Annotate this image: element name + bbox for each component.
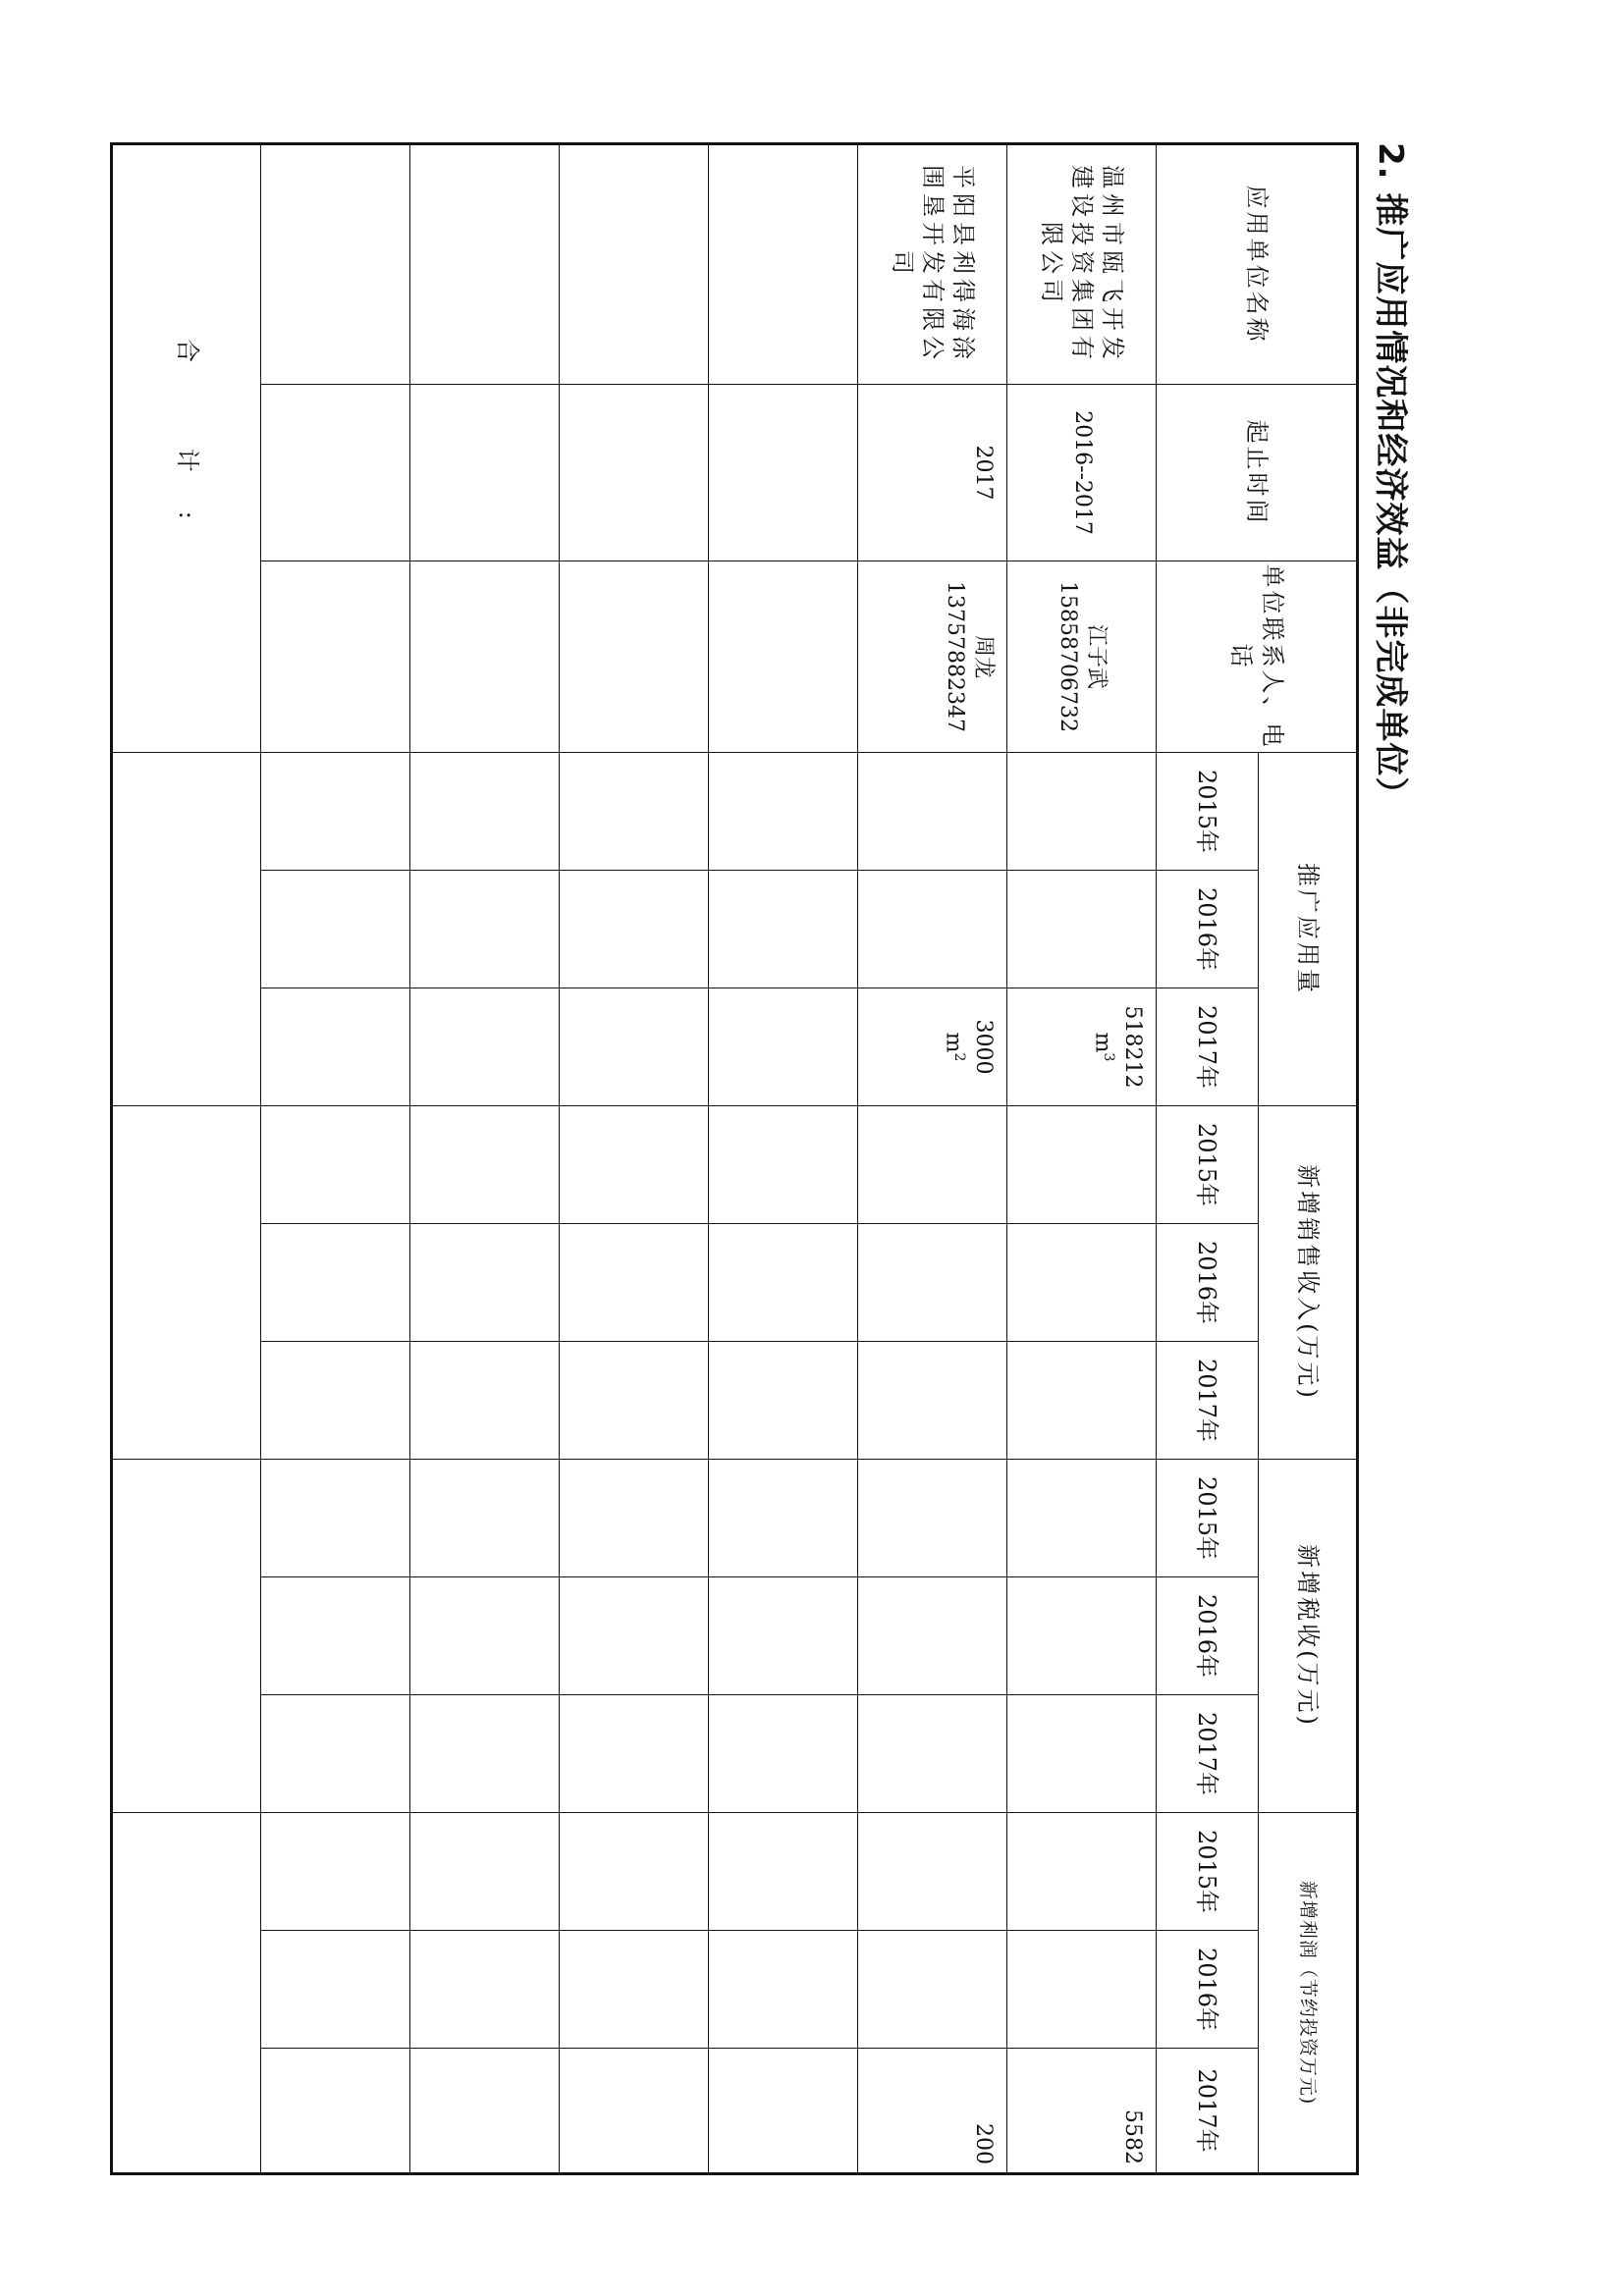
profit-2016-cell	[1006, 1931, 1156, 2049]
total-row	[112, 144, 261, 2174]
usage-unit: $m^2$	[941, 1032, 968, 1062]
year-sales-2016: 2016年	[1156, 1224, 1258, 1342]
header-tax: 新增税收(万元)	[1258, 1460, 1357, 1813]
profit-2016-cell	[857, 1931, 1006, 2049]
year-profit-2015: 2015年	[1156, 1813, 1258, 1931]
usage-2016-cell	[1006, 871, 1156, 988]
year-usage-2015: 2015年	[1156, 753, 1258, 871]
table-row	[410, 144, 560, 2174]
table-row	[1006, 144, 1156, 2174]
header-row-groups	[1258, 144, 1357, 2174]
document-title: 2. 推广应用情况和经济效益（非完成单位）	[1371, 142, 1410, 812]
table-row	[261, 144, 410, 2174]
year-sales-2015: 2015年	[1156, 1106, 1258, 1224]
year-tax-2015: 2015年	[1156, 1460, 1258, 1577]
profit-2015-cell	[1006, 1813, 1156, 1931]
tax-2017-cell	[1006, 1695, 1156, 1813]
sales-2016-cell	[857, 1224, 1006, 1342]
contact-cell	[1006, 561, 1156, 753]
usage-unit: $m^3$	[1090, 1032, 1117, 1062]
usage-2016-cell	[857, 871, 1006, 988]
tax-2016-cell	[857, 1577, 1006, 1695]
unit-name-cell: 平阳县利得海涂围垦开发有限公司	[857, 144, 1006, 385]
tax-2017-cell	[857, 1695, 1006, 1813]
total-sales-cell	[112, 1106, 261, 1460]
year-tax-2017: 2017年	[1156, 1695, 1258, 1813]
usage-value: 3000	[970, 1019, 996, 1075]
usage-2015-cell	[1006, 753, 1156, 871]
usage-value: 518212	[1119, 1005, 1145, 1089]
contact-cell	[857, 561, 1006, 753]
tax-2015-cell	[857, 1460, 1006, 1577]
header-profit: 新增利润（节约投资万元)	[1258, 1813, 1357, 2174]
contact-name: 周龙	[970, 634, 996, 678]
profit-2017-cell: 5582	[1006, 2049, 1156, 2174]
tax-2015-cell	[1006, 1460, 1156, 1577]
sales-2017-cell	[857, 1342, 1006, 1460]
table-row	[857, 144, 1006, 2174]
sales-2017-cell	[1006, 1342, 1156, 1460]
header-sales: 新增销售收入(万元)	[1258, 1106, 1357, 1460]
header-contact: 单位联系人、电话	[1156, 561, 1357, 753]
year-tax-2016: 2016年	[1156, 1577, 1258, 1695]
header-usage: 推广应用量	[1258, 753, 1357, 1106]
table-row	[708, 144, 857, 2174]
usage-2017-cell	[1006, 988, 1156, 1106]
application-benefit-table	[110, 142, 1359, 2175]
table-row	[559, 144, 708, 2174]
year-profit-2017: 2017年	[1156, 2049, 1258, 2174]
usage-2015-cell	[857, 753, 1006, 871]
tax-2016-cell	[1006, 1577, 1156, 1695]
total-tax-cell	[112, 1460, 261, 1813]
period-cell: 2017	[857, 385, 1006, 561]
sales-2016-cell	[1006, 1224, 1156, 1342]
total-profit-cell	[112, 1813, 261, 2174]
header-period: 起止时间	[1156, 385, 1357, 561]
total-label: 合 计:	[112, 144, 261, 753]
contact-phone: 13757882347	[943, 581, 968, 732]
contact-phone: 15858706732	[1056, 581, 1081, 732]
sales-2015-cell	[1006, 1106, 1156, 1224]
unit-name-cell: 温州市瓯飞开发建设投资集团有限公司	[1006, 144, 1156, 385]
profit-2017-cell: 200	[857, 2049, 1006, 2174]
usage-2017-cell	[857, 988, 1006, 1106]
year-profit-2016: 2016年	[1156, 1931, 1258, 2049]
year-sales-2017: 2017年	[1156, 1342, 1258, 1460]
period-cell: 2016--2017	[1006, 385, 1156, 561]
contact-name: 江子武	[1083, 623, 1109, 689]
year-usage-2017: 2017年	[1156, 988, 1258, 1106]
header-unit-name: 应用单位名称	[1156, 144, 1357, 385]
profit-2015-cell	[857, 1813, 1006, 1931]
sales-2015-cell	[857, 1106, 1006, 1224]
total-usage-cell	[112, 753, 261, 1106]
year-usage-2016: 2016年	[1156, 871, 1258, 988]
